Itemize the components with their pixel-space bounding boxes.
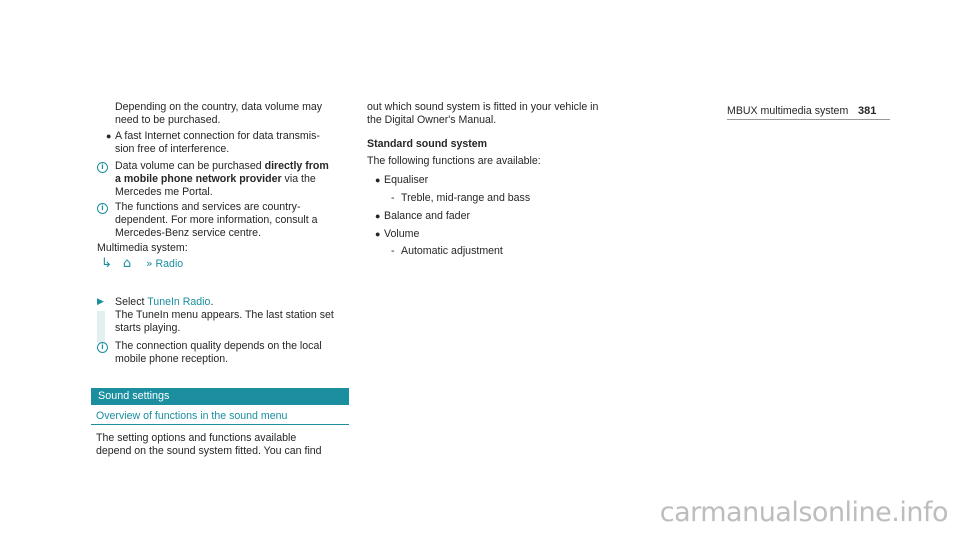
nav-arrow-icon: ↳ <box>101 256 112 271</box>
note2-line-3: Mercedes-Benz service centre. <box>115 227 262 239</box>
info-icon: i <box>97 203 108 214</box>
note1-bold-2: a mobile phone network provider <box>115 173 282 185</box>
sub-heading-underline <box>91 424 349 425</box>
dash-icon: - <box>391 192 395 204</box>
step-period: . <box>210 296 214 308</box>
home-icon: ⌂ <box>122 256 132 271</box>
right-lead: The following functions are available: <box>367 155 541 167</box>
note3-line-1: The connection quality depends on the local <box>115 340 322 352</box>
step-link-tunein: TuneIn Radio <box>147 296 211 308</box>
watermark: carmanualsonline.info <box>659 497 948 528</box>
note2-line-1: The functions and services are country- <box>115 201 301 213</box>
multimedia-label: Multimedia system: <box>97 242 188 254</box>
note1-line-1 <box>115 160 329 173</box>
list-subitem <box>391 192 531 205</box>
section-band <box>91 388 349 405</box>
intro-line-2: need to be purchased. <box>115 114 221 126</box>
note1-line-2 <box>115 173 316 186</box>
note1-line-3: Mercedes me Portal. <box>115 186 213 198</box>
right-heading: Standard sound system <box>367 138 488 150</box>
bullet-item <box>106 130 320 143</box>
info-icon: i <box>97 342 108 353</box>
dash-icon: - <box>391 245 395 257</box>
right-intro-2: the Digital Owner's Manual. <box>367 114 497 126</box>
note1-text: Data volume can be purchased <box>115 160 262 172</box>
bullet-icon: ● <box>375 175 381 185</box>
list-item <box>375 210 470 223</box>
list-subitem <box>391 245 503 258</box>
note2-line-2: dependent. For more information, consult a <box>115 214 318 226</box>
list-item-label: Balance and fader <box>384 210 470 222</box>
list-subitem-label: Treble, mid-range and bass <box>401 192 531 204</box>
bullet-icon: ● <box>375 229 381 239</box>
note3-line-2: mobile phone reception. <box>115 353 229 365</box>
intro-line-1: Depending on the country, data volume may <box>115 101 323 113</box>
list-subitem-label: Automatic adjustment <box>401 245 503 257</box>
header-divider <box>727 119 890 120</box>
info-icon: i <box>97 162 108 173</box>
body-line-1: The setting options and functions available <box>96 432 297 444</box>
step-triangle-icon: ▶ <box>97 296 104 306</box>
list-item <box>375 174 429 187</box>
step-bar <box>97 311 105 343</box>
bullet-line-1: A fast Internet connection for data transmis- <box>115 130 320 142</box>
nav-path <box>101 257 183 271</box>
step-line-2: The TuneIn menu appears. The last station set <box>115 309 334 321</box>
step-line-3: starts playing. <box>115 322 181 334</box>
bullet-line-2: sion free of interference. <box>115 143 230 155</box>
list-item <box>375 228 420 241</box>
chevron-icon: » <box>146 258 153 270</box>
note1-post: via the <box>284 173 316 185</box>
right-intro-1: out which sound system is fitted in your vehicle in <box>367 101 599 113</box>
nav-target-radio: Radio <box>155 258 184 270</box>
bullet-icon: ● <box>375 211 381 221</box>
sub-heading: Overview of functions in the sound menu <box>96 410 288 422</box>
list-item-label: Volume <box>384 228 420 240</box>
section-band-title: Sound settings <box>98 390 170 402</box>
list-item-label: Equaliser <box>384 174 429 186</box>
bullet-icon: ● <box>106 131 112 141</box>
note1-bold-1: directly from <box>264 160 329 172</box>
page-number: 381 <box>858 105 877 117</box>
running-header: MBUX multimedia system <box>727 105 849 117</box>
step-text: Select <box>115 296 145 308</box>
body-line-2: depend on the sound system fitted. You can find <box>96 445 322 457</box>
step-line-1 <box>115 296 213 309</box>
